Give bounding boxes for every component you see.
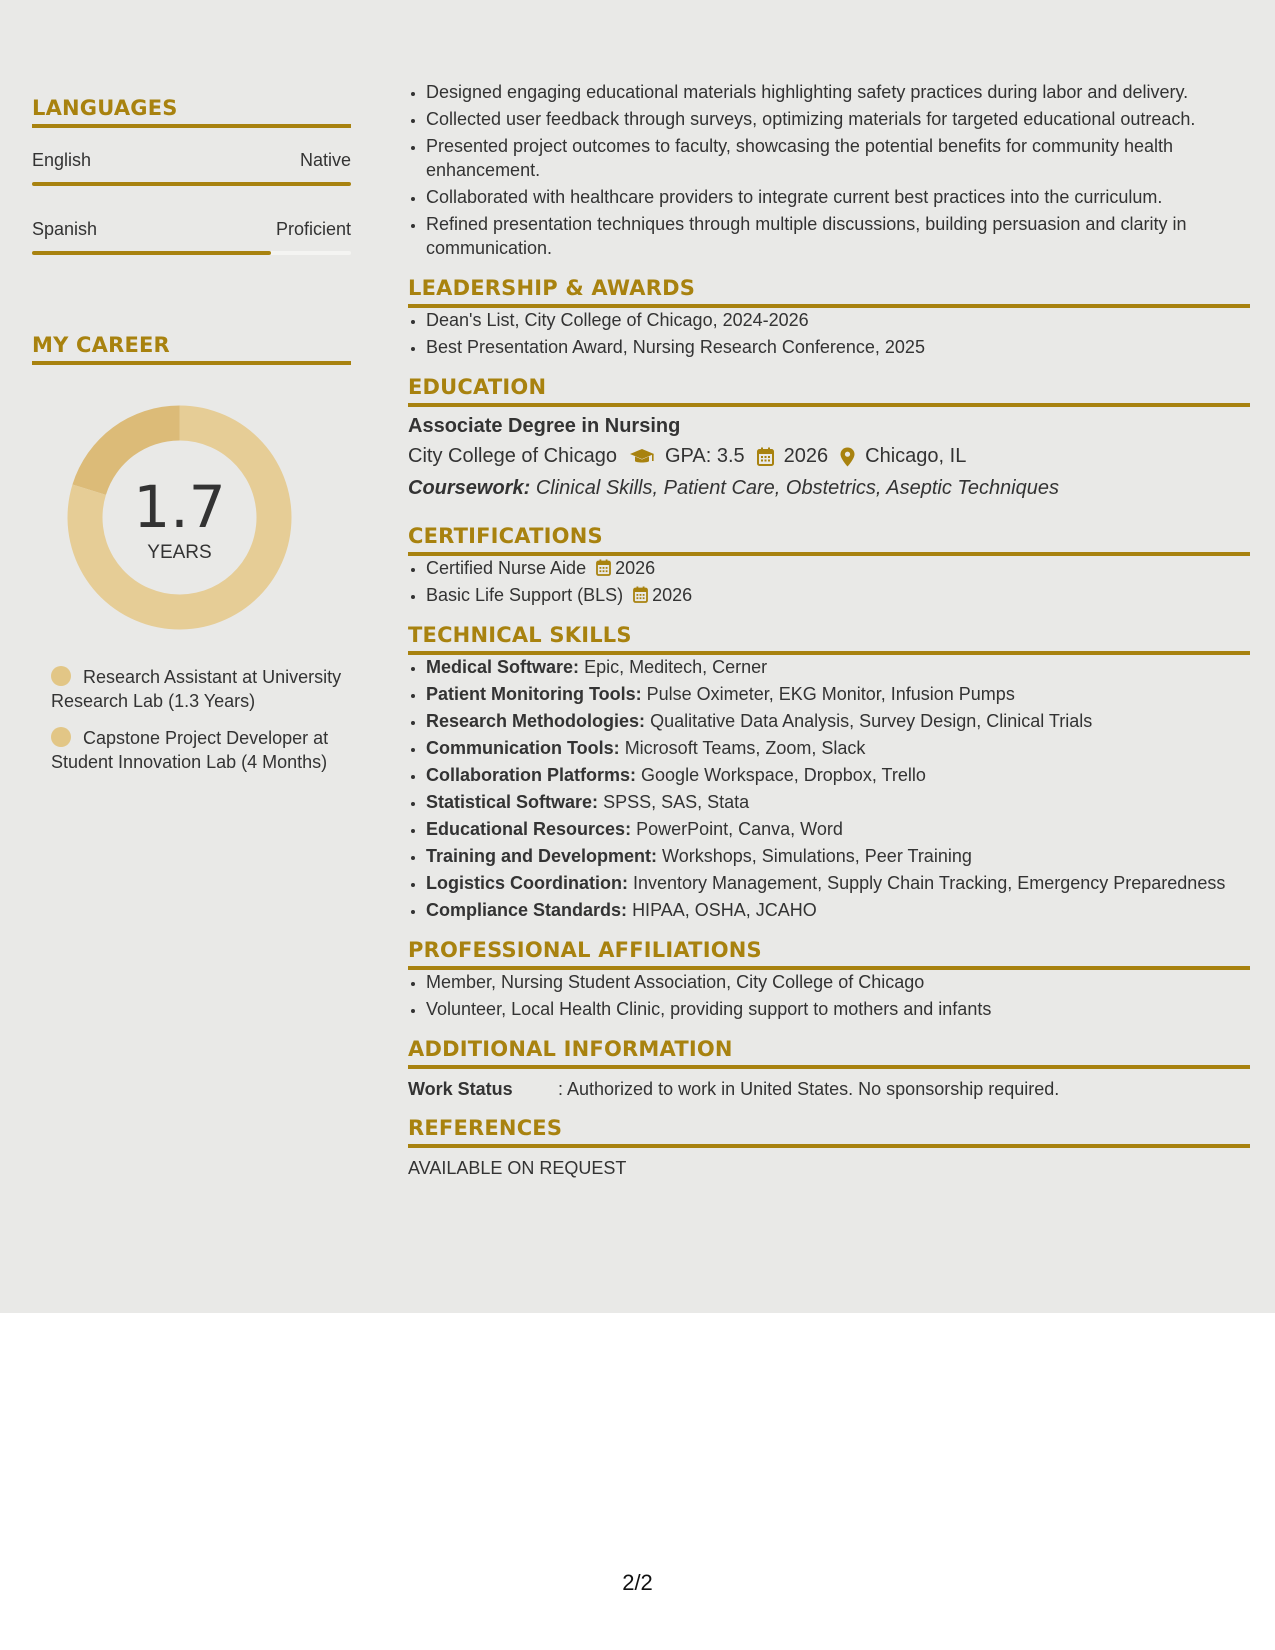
affiliations-heading: PROFESSIONAL AFFILIATIONS <box>408 938 1250 970</box>
skill-item <box>426 709 1250 733</box>
list-item: • Presented project outcomes to faculty, showcasing the potential benefits for community health enhancement. <box>426 134 1250 182</box>
list-item: • Dean's List, City College of Chicago, 2024-2026 <box>426 308 1250 332</box>
work-status-label: Work Status <box>408 1079 513 1099</box>
skill-item <box>426 655 1250 679</box>
skill-value: Inventory Management, Supply Chain Tracking, Emergency Preparedness <box>633 873 1226 893</box>
skill-value: Microsoft Teams, Zoom, Slack <box>624 738 866 758</box>
certification-name: Certified Nurse Aide <box>426 558 587 578</box>
technical-skills-heading: TECHNICAL SKILLS <box>408 623 1250 655</box>
list-item <box>426 583 1250 607</box>
career-total-years: 1.7 <box>133 472 226 541</box>
skill-value: Workshops, Simulations, Peer Training <box>662 846 972 866</box>
skill-label: Medical Software: <box>426 657 580 677</box>
language-level: Proficient <box>275 219 351 239</box>
career-donut-chart <box>67 405 292 630</box>
certification-year: 2026 <box>615 558 656 578</box>
legend-dot-icon <box>51 727 71 747</box>
skill-label: Training and Development: <box>426 846 658 866</box>
coursework-list: Clinical Skills, Patient Care, Obstetrics, Aseptic Techniques <box>535 477 1059 499</box>
education-gpa: GPA: 3.5 <box>665 445 745 467</box>
skill-value: Epic, Meditech, Cerner <box>584 657 768 677</box>
graduation-cap-icon <box>629 448 655 466</box>
references-text: AVAILABLE ON REQUEST <box>408 1158 627 1178</box>
skill-item <box>426 817 1250 841</box>
language-name: Spanish <box>32 219 98 239</box>
skill-value: Google Workspace, Dropbox, Trello <box>641 765 926 785</box>
skill-label: Research Methodologies: <box>426 711 646 731</box>
list-item: • Collaborated with healthcare providers to integrate current best practices into the curriculum. <box>426 185 1250 209</box>
list-item: • Refined presentation techniques through multiple discussions, building persuasion and clarity in communication. <box>426 212 1250 260</box>
map-pin-icon <box>840 447 855 467</box>
calendar-icon <box>633 586 648 603</box>
list-item: • Designed engaging educational materials highlighting safety practices during labor and delivery. <box>426 80 1250 104</box>
certification-year: 2026 <box>652 585 693 605</box>
skill-label: Educational Resources: <box>426 819 632 839</box>
technical-skills-list <box>408 655 1250 922</box>
page-number: 2/2 <box>622 1570 653 1595</box>
list-item: • Collected user feedback through surveys, optimizing materials for targeted educational outreach. <box>426 107 1250 131</box>
certifications-list <box>408 556 1250 607</box>
education-entry <box>408 415 1250 500</box>
affiliations-list <box>408 970 1250 1021</box>
language-level: Native <box>299 150 351 170</box>
career-heading: MY CAREER <box>32 333 351 365</box>
skill-value: Qualitative Data Analysis, Survey Design, Clinical Trials <box>650 711 1093 731</box>
career-total-unit: YEARS <box>147 541 212 563</box>
calendar-icon <box>757 447 774 466</box>
languages-heading: LANGUAGES <box>32 96 351 128</box>
career-legend-label: Research Assistant at University Research Lab (1.3 Years) <box>51 667 342 711</box>
language-level-fill <box>32 251 271 255</box>
skill-label: Collaboration Platforms: <box>426 765 637 785</box>
education-degree: Associate Degree in Nursing <box>408 415 681 437</box>
additional-info-heading: ADDITIONAL INFORMATION <box>408 1037 1250 1069</box>
skill-item <box>426 844 1250 868</box>
skill-item <box>426 736 1250 760</box>
certification-name: Basic Life Support (BLS) <box>426 585 624 605</box>
skill-label: Communication Tools: <box>426 738 620 758</box>
coursework-label: Coursework: <box>408 477 531 499</box>
education-heading: EDUCATION <box>408 375 1250 407</box>
language-name: English <box>32 150 92 170</box>
calendar-icon <box>596 559 611 576</box>
leadership-list <box>408 308 1250 359</box>
skill-item <box>426 790 1250 814</box>
work-status-row <box>408 1079 1250 1100</box>
sidebar <box>32 96 351 787</box>
skill-label: Logistics Coordination: <box>426 873 628 893</box>
experience-bullets <box>408 80 1250 260</box>
list-item: • Volunteer, Local Health Clinic, providing support to mothers and infants <box>426 997 1250 1021</box>
certifications-heading: CERTIFICATIONS <box>408 524 1250 556</box>
list-item: • Best Presentation Award, Nursing Research Conference, 2025 <box>426 335 1250 359</box>
list-item: • Member, Nursing Student Association, City College of Chicago <box>426 970 1250 994</box>
education-year: 2026 <box>783 445 829 467</box>
language-level-bar <box>32 182 351 186</box>
career-legend <box>32 665 351 774</box>
leadership-heading: LEADERSHIP & AWARDS <box>408 276 1250 308</box>
skill-label: Statistical Software: <box>426 792 599 812</box>
skill-value: HIPAA, OSHA, JCAHO <box>632 900 817 920</box>
education-coursework <box>408 477 1250 500</box>
legend-dot-icon <box>51 666 71 686</box>
skill-label: Patient Monitoring Tools: <box>426 684 642 704</box>
education-school: City College of Chicago <box>408 445 617 467</box>
skill-value: PowerPoint, Canva, Word <box>636 819 843 839</box>
skill-value: SPSS, SAS, Stata <box>603 792 750 812</box>
skill-item <box>426 682 1250 706</box>
career-legend-item <box>51 665 351 713</box>
language-level-fill <box>32 182 351 186</box>
skill-item <box>426 763 1250 787</box>
career-legend-item <box>51 726 351 774</box>
language-item <box>32 219 351 255</box>
skill-item <box>426 871 1250 895</box>
language-item <box>32 150 351 186</box>
skill-label: Compliance Standards: <box>426 900 628 920</box>
career-legend-label: Capstone Project Developer at Student Innovation Lab (4 Months) <box>51 728 329 772</box>
work-status-value: : Authorized to work in United States. No sponsorship required. <box>558 1079 1060 1099</box>
language-level-bar <box>32 251 351 255</box>
references-heading: REFERENCES <box>408 1116 1250 1148</box>
main-column <box>408 80 1250 1179</box>
skill-item <box>426 898 1250 922</box>
education-location: Chicago, IL <box>865 445 967 467</box>
skill-value: Pulse Oximeter, EKG Monitor, Infusion Pumps <box>646 684 1015 704</box>
list-item <box>426 556 1250 580</box>
